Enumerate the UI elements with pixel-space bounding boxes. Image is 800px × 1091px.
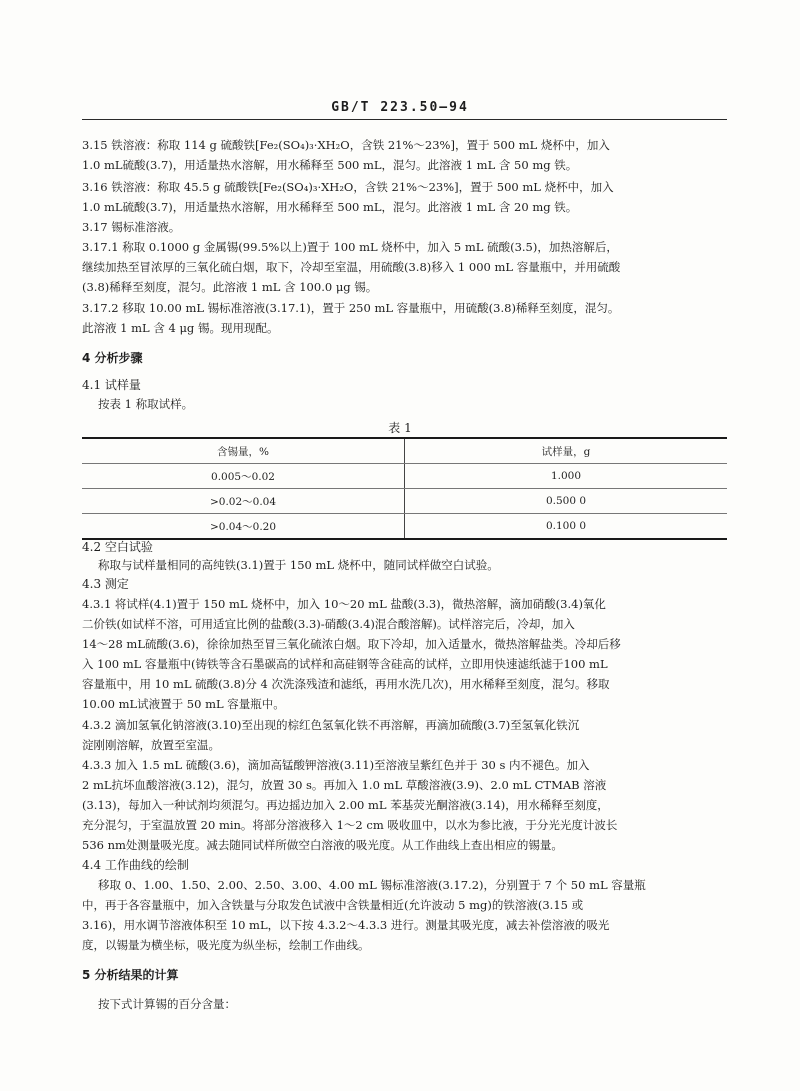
sample-mass-table [82, 437, 727, 540]
header-rule [82, 119, 727, 120]
text-line: 按表 1 称取试样。 [98, 397, 194, 411]
text-line: 容量瓶中，用 10 mL 硫酸(3.8)分 4 次洗涤残渣和滤纸，再用水洗几次)，用水稀释至刻度，混匀。移取 [82, 677, 610, 691]
text-line: 1.0 mL硫酸(3.7)，用适量热水溶解，用水稀释至 500 mL，混匀。此溶液 1 mL 含 20 mg 铁。 [82, 200, 578, 214]
text-line: 继续加热至冒浓厚的三氧化硫白烟，取下，冷却至室温，用硫酸(3.8)移入 1 000 mL 容量瓶中，并用硫酸 [82, 260, 621, 274]
text-line: 4.3.2 滴加氢氧化钠溶液(3.10)至出现的棕红色氢氧化铁不再溶解，再滴加硫酸(3.7)至氢氧化铁沉 [82, 718, 580, 732]
table-cell: 1.000 [405, 464, 728, 489]
text-line: 3.17.1 称取 0.1000 g 金属锡(99.5%以上)置于 100 mL 烧杯中，加入 5 mL 硫酸(3.5)，加热溶解后， [82, 240, 618, 254]
table-header-row [82, 438, 727, 464]
subsection-heading: 4.1 试样量 [82, 378, 141, 392]
text-line: 536 nm处测量吸光度。减去随同试样所做空白溶液的吸光度。从工作曲线上查出相应的锡量。 [82, 838, 563, 852]
text-line: 此溶液 1 mL 含 4 μg 锡。现用现配。 [82, 321, 279, 335]
text-line: 中，再于各容量瓶中，加入含铁量与分取发色试液中含铁量相近(允许波动 5 mg)的铁溶液(3.15 或 [82, 898, 584, 912]
table-cell: >0.02～0.04 [82, 489, 405, 514]
text-line: 充分混匀，于室温放置 20 min。将部分溶液移入 1～2 cm 吸收皿中，以水为参比液，于分光光度计波长 [82, 818, 618, 832]
text-line: (3.8)稀释至刻度，混匀。此溶液 1 mL 含 100.0 μg 锡。 [82, 280, 378, 294]
text-line: 3.17 锡标准溶液。 [82, 220, 181, 234]
column-header-sample-mass: 试样量，g [405, 438, 728, 464]
table-caption: 表 1 [388, 421, 412, 435]
text-line: 3.17.2 移取 10.00 mL 锡标准溶液(3.17.1)，置于 250 mL 容量瓶中，用硫酸(3.8)稀释至刻度，混匀。 [82, 301, 620, 315]
text-line: 3.16)，用水调节溶液体积至 10 mL，以下按 4.3.2～4.3.3 进行。测量其吸光度，减去补偿溶液的吸光 [82, 918, 610, 932]
text-line: 按下式计算锡的百分含量： [98, 997, 236, 1011]
text-line: 3.16 铁溶液：称取 45.5 g 硫酸铁[Fe₂(SO₄)₃·XH₂O，含铁 21%～23%]，置于 500 mL 烧杯中，加入 [82, 180, 614, 194]
text-line: 10.00 mL试液置于 50 mL 容量瓶中。 [82, 697, 285, 711]
subsection-heading: 4.4 工作曲线的绘制 [82, 858, 189, 872]
subsection-heading: 4.3 测定 [82, 577, 129, 591]
text-line: 4.3.1 将试样(4.1)置于 150 mL 烧杯中，加入 10～20 mL 盐酸(3.3)，微热溶解，滴加硝酸(3.4)氧化 [82, 597, 606, 611]
text-line: 4.3.3 加入 1.5 mL 硫酸(3.6)，滴加高锰酸钾溶液(3.11)至溶液呈紫红色并于 30 s 内不褪色。加入 [82, 758, 590, 772]
column-header-tin-content: 含锡量，% [82, 438, 405, 464]
table-cell: >0.04～0.20 [82, 514, 405, 540]
text-line: 入 100 mL 容量瓶中(铸铁等含石墨碳高的试样和高硅钢等含硅高的试样，立即用快速滤纸滤于100 mL [82, 657, 608, 671]
text-line: 称取与试样量相同的高纯铁(3.1)置于 150 mL 烧杯中，随同试样做空白试验。 [98, 558, 499, 572]
text-line: 淀刚刚溶解，放置至室温。 [82, 738, 220, 752]
text-line: 14～28 mL硫酸(3.6)，徐徐加热至冒三氧化硫浓白烟。取下冷却，加入适量水，微热溶解盐类。冷却后移 [82, 637, 621, 651]
text-line: (3.13)，每加入一种试剂均须混匀。再边摇边加入 2.00 mL 苯基荧光酮溶液(3.14)，用水稀释至刻度， [82, 798, 609, 812]
text-line: 1.0 mL硫酸(3.7)，用适量热水溶解，用水稀释至 500 mL，混匀。此溶液 1 mL 含 50 mg 铁。 [82, 158, 578, 172]
table-row [82, 464, 727, 489]
section-heading: 4 分析步骤 [82, 351, 143, 365]
text-line: 移取 0、1.00、1.50、2.00、2.50、3.00、4.00 mL 锡标准溶液(3.17.2)，分别置于 7 个 50 mL 容量瓶 [98, 878, 646, 892]
table-row [82, 514, 727, 540]
standard-number-header: GB/T 223.50—94 [331, 100, 469, 115]
section-heading: 5 分析结果的计算 [82, 968, 179, 982]
table-cell: 0.005～0.02 [82, 464, 405, 489]
text-line: 2 mL抗坏血酸溶液(3.12)，混匀，放置 30 s。再加入 1.0 mL 草酸溶液(3.9)、2.0 mL CTMAB 溶液 [82, 778, 607, 792]
table-cell: 0.500 0 [405, 489, 728, 514]
table-cell: 0.100 0 [405, 514, 728, 540]
text-line: 3.15 铁溶液：称取 114 g 硫酸铁[Fe₂(SO₄)₃·XH₂O，含铁 21%～23%]，置于 500 mL 烧杯中，加入 [82, 138, 610, 152]
text-line: 度，以锡量为横坐标，吸光度为纵坐标，绘制工作曲线。 [82, 938, 370, 952]
text-line: 二价铁(如试样不溶，可用适宜比例的盐酸(3.3)-硝酸(3.4)混合酸溶解)。试样溶完后，冷却，加入 [82, 617, 575, 631]
subsection-heading: 4.2 空白试验 [82, 540, 153, 554]
table-row [82, 489, 727, 514]
